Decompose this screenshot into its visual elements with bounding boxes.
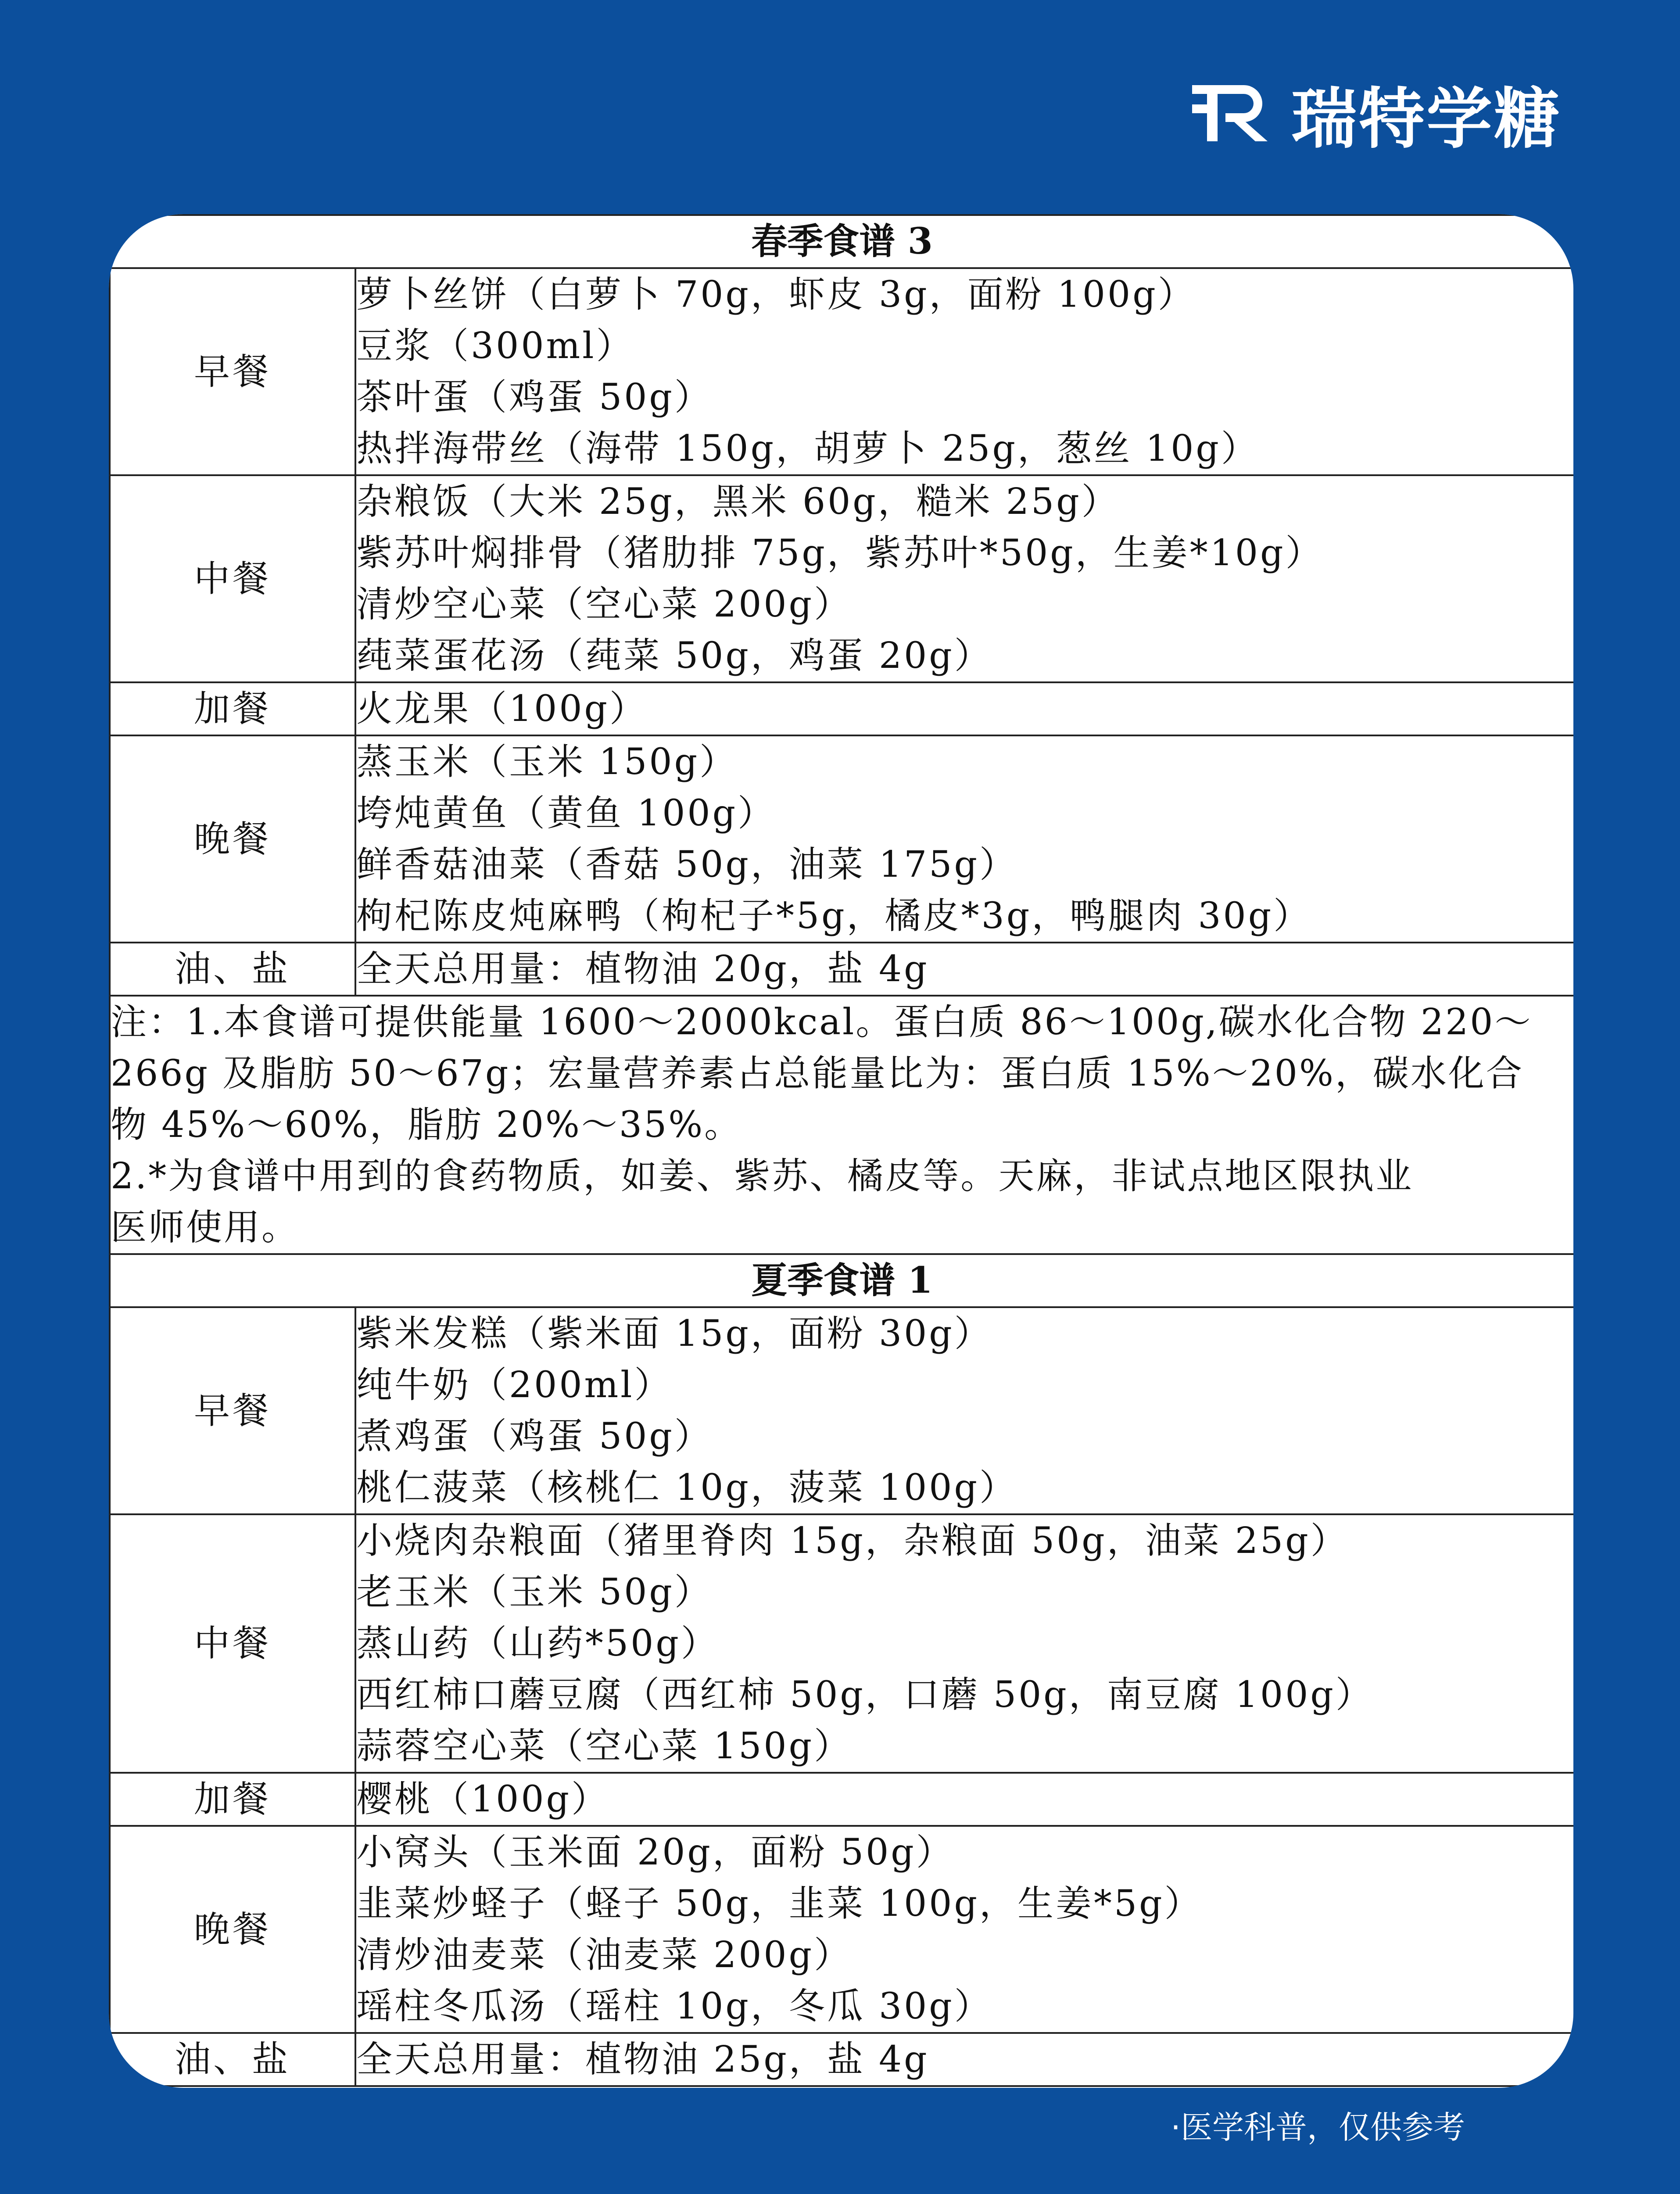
meal-items (355, 2033, 1573, 2086)
table-row (110, 475, 1573, 682)
disclaimer: ·医学科普，仅供参考 (1171, 2109, 1465, 2146)
meal-items (355, 1514, 1573, 1773)
list-item: 韭菜炒蛏子（蛏子 50g，韭菜 100g，生姜*5g） (356, 1883, 1203, 1925)
menu-table (109, 214, 1573, 2087)
list-item: 清炒油麦菜（油麦菜 200g） (356, 1934, 853, 1976)
brand-name: 瑞特学糖 (1291, 81, 1562, 158)
table-row (110, 996, 1573, 1254)
list-item: 小窝头（玉米面 20g，面粉 50g） (356, 1832, 954, 1873)
list-item: 蒸玉米（玉米 150g） (356, 741, 738, 783)
list-item: 煮鸡蛋（鸡蛋 50g） (356, 1416, 713, 1457)
list-item: 清炒空心菜（空心菜 200g） (356, 584, 853, 625)
brand-header (1192, 66, 1562, 161)
meal-items (355, 1826, 1573, 2033)
list-item: 萝卜丝饼（白萝卜 70g，虾皮 3g，面粉 100g） (356, 274, 1196, 315)
meal-label: 加餐 (110, 682, 355, 735)
meal-items (355, 735, 1573, 943)
list-item: 莼菜蛋花汤（莼菜 50g，鸡蛋 20g） (356, 635, 992, 677)
note-line: 266g 及脂肪 50～67g；宏量营养素占总能量比为：蛋白质 15%～20%，碳水化合 (111, 1053, 1524, 1094)
list-item: 枸杞陈皮炖麻鸭（枸杞子*5g，橘皮*3g，鸭腿肉 30g） (356, 895, 1312, 937)
table-row (110, 1773, 1573, 1826)
meal-items (355, 682, 1573, 735)
meal-label: 中餐 (110, 1514, 355, 1773)
meal-items (355, 943, 1573, 996)
list-item: 全天总用量：植物油 25g，盐 4g (356, 2039, 929, 2080)
rt-logo-icon (1192, 78, 1275, 148)
list-item: 西红柿口蘑豆腐（西红柿 50g，口蘑 50g，南豆腐 100g） (356, 1674, 1374, 1716)
table-row (110, 2033, 1573, 2086)
list-item: 豆浆（300ml） (356, 325, 634, 367)
list-item: 纯牛奶（200ml） (356, 1364, 673, 1406)
list-item: 垮炖黄鱼（黄鱼 100g） (356, 792, 776, 834)
meal-label: 加餐 (110, 1773, 355, 1826)
table-row (110, 1514, 1573, 1773)
list-item: 茶叶蛋（鸡蛋 50g） (356, 376, 713, 418)
meal-label: 油、盐 (110, 2033, 355, 2086)
section-title: 夏季食谱 1 (110, 1254, 1573, 1307)
table-row (110, 943, 1573, 996)
list-item: 鲜香菇油菜（香菇 50g，油菜 175g） (356, 844, 1017, 885)
list-item: 蒸山药（山药*50g） (356, 1623, 719, 1664)
meal-items (355, 1307, 1573, 1514)
meal-items (355, 1773, 1573, 1826)
table-row (110, 215, 1573, 268)
note-line: 2.*为食谱中用到的食药物质，如姜、紫苏、橘皮等。天麻，非试点地区限执业 (111, 1155, 1414, 1197)
meal-items (355, 475, 1573, 682)
table-row (110, 268, 1573, 475)
list-item: 热拌海带丝（海带 150g，胡萝卜 25g，葱丝 10g） (356, 428, 1259, 470)
meal-label: 油、盐 (110, 943, 355, 996)
list-item: 老玉米（玉米 50g） (356, 1571, 713, 1613)
note-line: 注：1.本食谱可提供能量 1600～2000kcal。蛋白质 86～100g,碳水化合物 220～ (111, 1001, 1533, 1043)
list-item: 全天总用量：植物油 20g，盐 4g (356, 948, 929, 990)
list-item: 桃仁菠菜（核桃仁 10g，菠菜 100g） (356, 1467, 1017, 1509)
meal-label: 晚餐 (110, 1826, 355, 2033)
meal-label: 中餐 (110, 475, 355, 682)
menu-card (109, 214, 1573, 2088)
note-line: 物 45%～60%，脂肪 20%～35%。 (111, 1104, 742, 1146)
meal-label: 早餐 (110, 1307, 355, 1514)
list-item: 杂粮饭（大米 25g，黑米 60g，糙米 25g） (356, 481, 1120, 523)
table-row (110, 1307, 1573, 1514)
list-item: 樱桃（100g） (356, 1778, 610, 1820)
list-item: 瑶柱冬瓜汤（瑶柱 10g，冬瓜 30g） (356, 1986, 992, 2027)
list-item: 火龙果（100g） (356, 688, 648, 730)
section-title: 春季食谱 3 (110, 215, 1573, 268)
list-item: 小烧肉杂粮面（猪里脊肉 15g，杂粮面 50g，油菜 25g） (356, 1520, 1349, 1562)
table-row (110, 682, 1573, 735)
list-item: 紫米发糕（紫米面 15g，面粉 30g） (356, 1313, 992, 1355)
meal-label: 晚餐 (110, 735, 355, 943)
meal-label: 早餐 (110, 268, 355, 475)
note-line: 医师使用。 (111, 1207, 300, 1248)
table-row (110, 1826, 1573, 2033)
list-item: 蒜蓉空心菜（空心菜 150g） (356, 1725, 853, 1767)
table-row (110, 1254, 1573, 1307)
notes (110, 996, 1573, 1254)
meal-items (355, 268, 1573, 475)
list-item: 紫苏叶焖排骨（猪肋排 75g，紫苏叶*50g，生姜*10g） (356, 532, 1324, 574)
table-row (110, 735, 1573, 943)
